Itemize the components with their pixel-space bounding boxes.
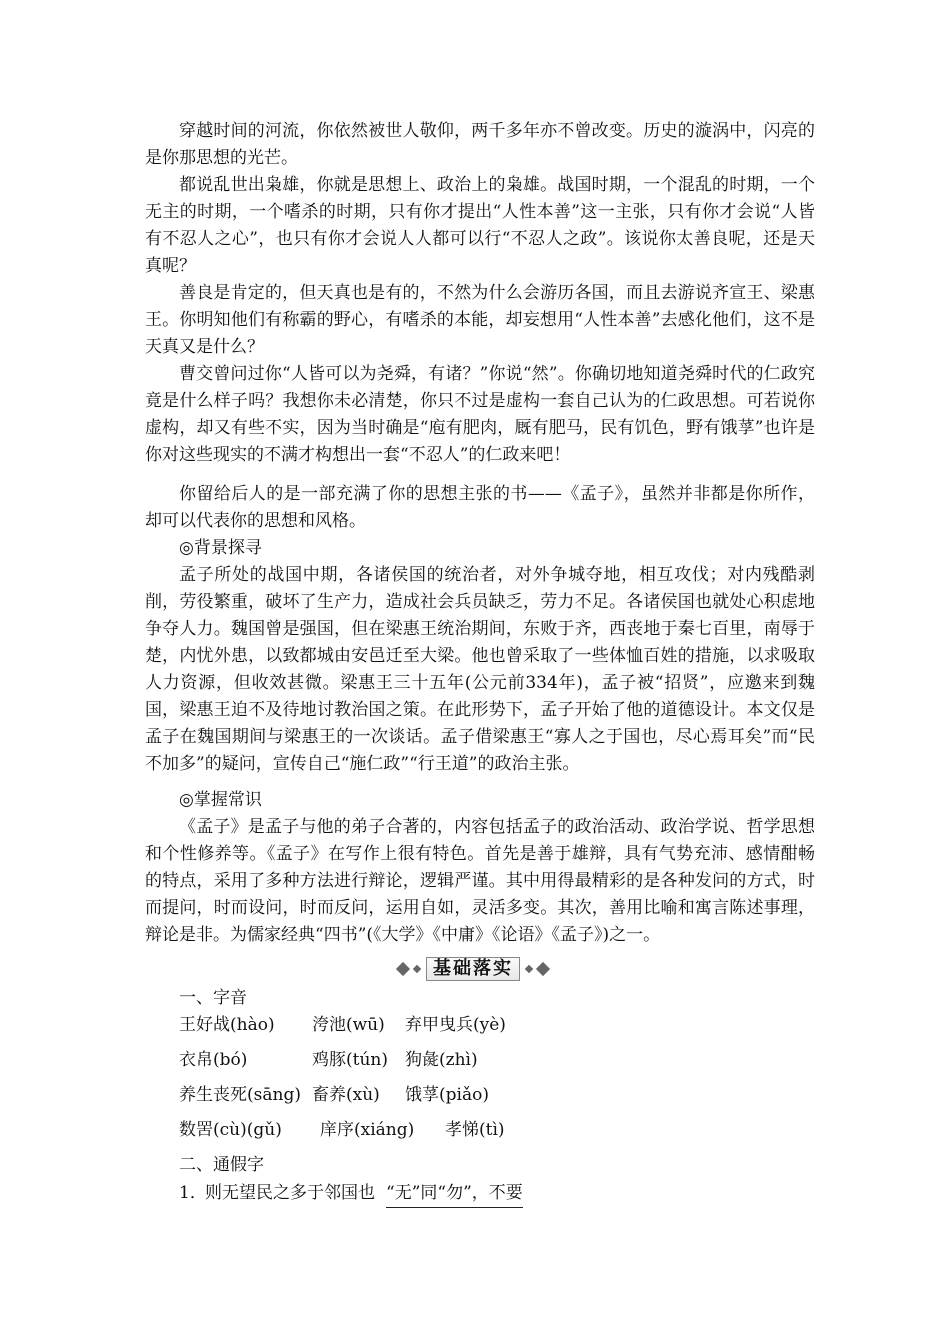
diamond-icon xyxy=(525,965,533,973)
pronunciation-item: 庠序(xiáng) xyxy=(320,1120,415,1140)
intro-paragraph-2: 都说乱世出枭雄，你就是思想上、政治上的枭雄。战国时期，一个混乱的时期，一个无主的时期，一个嗜杀的时期，只有你才提出“人性本善”这一主张，只有你才会说“人皆有不忍人之心”，也只有你才会说人人都可以行“不忍人之政”。该说你太善良呢，还是天真呢？ xyxy=(145,175,815,276)
diamond-icon xyxy=(396,962,410,976)
tongjia-heading: 二、通假字 xyxy=(179,1155,264,1175)
intro-paragraph-3: 善良是肯定的，但天真也是有的，不然为什么会游历各国，而且去游说齐宣王、梁惠王。你明知他们有称霸的野心，有嗜杀的本能，却妄想用“人性本善”去感化他们，这不是天真又是什么？ xyxy=(145,283,815,357)
tongjia-item-answer: “无”同“勿”，不要 xyxy=(386,1180,523,1208)
pronunciation-heading: 一、字音 xyxy=(179,988,247,1008)
intro-paragraph-4: 曹交曾问过你“人皆可以为尧舜，有诸？”你说“然”。你确切地知道尧舜时代的仁政究竟是什么样子吗？我想你未必清楚，你只不过是虚构一套自己认为的仁政思想。可若说你虚构，却又有些不实，因为当时确是“庖有肥肉，厩有肥马，民有饥色，野有饿莩”也许是你对这些现实的不满才构想出一套“不忍人”的仁政来吧！ xyxy=(145,364,815,465)
pronunciation-item: 洿池(wū) xyxy=(312,1015,385,1035)
section-title: 基础落实 xyxy=(426,957,520,981)
diamond-icon xyxy=(536,962,550,976)
pronunciation-item: 弃甲曳兵(yè) xyxy=(405,1015,506,1035)
pronunciation-item: 鸡豚(tún) xyxy=(312,1050,388,1070)
pronunciation-item: 衣帛(bó) xyxy=(179,1050,248,1070)
background-paragraph: 孟子所处的战国中期，各诸侯国的统治者，对外争城夺地，相互攻伐；对内残酷剥削，劳役繁重，破坏了生产力，造成社会兵员缺乏，劳力不足。各诸侯国也就处心积虑地争夺人力。魏国曾是强国，但在梁惠王统治期间，东败于齐，西丧地于秦七百里，南辱于楚，内忧外患，以致都城由安邑迁至大梁。他也曾采取了一些体恤百姓的措施，以求吸取人力资源，但收效甚微。梁惠王三十五年(公元前334年)，孟子被“招贤”，应邀来到魏国，梁惠王迫不及待地讨教治国之策。在此形势下，孟子开始了他的道德设计。本文仅是孟子在魏国期间与梁惠王的一次谈话。孟子借梁惠王“寡人之于国也，尽心焉耳矣”而“民不加多”的疑问，宣传自己“施仁政”“行王道”的政治主张。 xyxy=(145,565,815,774)
knowledge-heading: ◎掌握常识 xyxy=(179,790,262,810)
intro-paragraph-5: 你留给后人的是一部充满了你的思想主张的书——《孟子》，虽然并非都是你所作，却可以代表你的思想和风格。 xyxy=(145,484,815,531)
pronunciation-item: 畜养(xù) xyxy=(312,1085,380,1105)
tongjia-item-text: 则无望民之多于邻国也 xyxy=(205,1183,375,1203)
pronunciation-item: 养生丧死(sāng) xyxy=(179,1085,301,1105)
intro-paragraph-1: 穿越时间的河流，你依然被世人敬仰，两千多年亦不曾改变。历史的漩涡中，闪亮的是你那思想的光芒。 xyxy=(145,121,815,168)
background-heading: ◎背景探寻 xyxy=(179,538,262,558)
diamond-icon xyxy=(413,965,421,973)
pronunciation-item: 孝悌(tì) xyxy=(445,1120,505,1140)
pronunciation-item: 狗彘(zhì) xyxy=(405,1050,478,1070)
pronunciation-item: 数罟(cù)(gǔ) xyxy=(179,1120,282,1140)
section-banner xyxy=(398,956,548,982)
pronunciation-item: 饿莩(piǎo) xyxy=(405,1085,489,1105)
tongjia-item-number: 1． xyxy=(179,1183,207,1203)
pronunciation-item: 王好战(hào) xyxy=(179,1015,275,1035)
knowledge-paragraph: 《孟子》是孟子与他的弟子合著的，内容包括孟子的政治活动、政治学说、哲学思想和个性修养等。《孟子》在写作上很有特色。首先是善于雄辩，具有气势充沛、感情酣畅的特点，采用了多种方法进行辩论，逻辑严谨。其中用得最精彩的是各种发问的方式，时而提问，时而设问，时而反问，运用自如，灵活多变。其次，善用比喻和寓言陈述事理，辩论是非。为儒家经典“四书”(《大学》《中庸》《论语》《孟子》)之一。 xyxy=(145,817,815,945)
